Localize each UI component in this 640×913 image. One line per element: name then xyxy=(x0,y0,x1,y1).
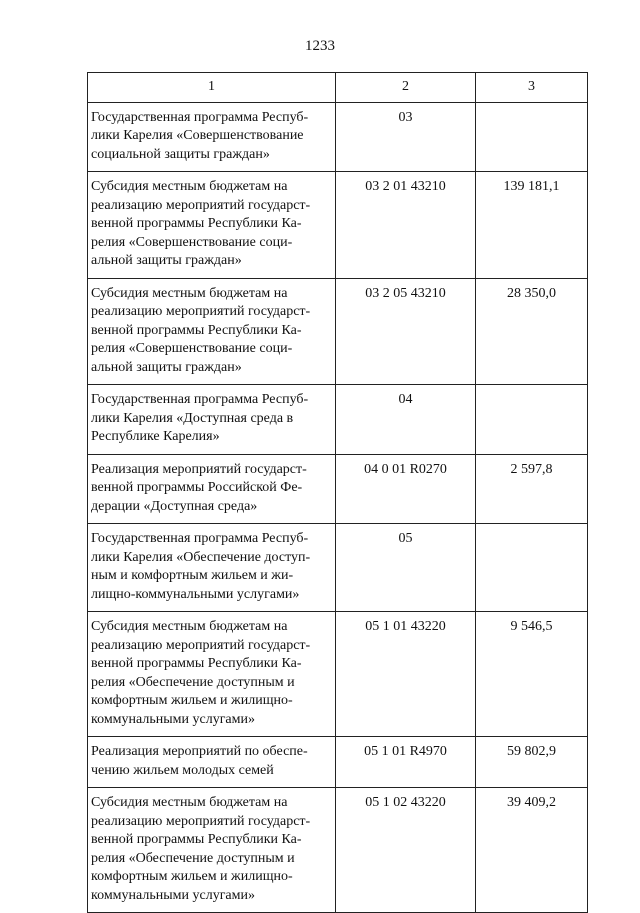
column-header-2: 2 xyxy=(336,73,476,103)
row-name-line: лики Карелия «Доступная среда в xyxy=(91,410,294,426)
row-name-line: Субсидия местным бюджетам на xyxy=(91,795,288,810)
row-name-line: релия «Совершенствование соци- xyxy=(91,234,293,250)
row-name-line: реализацию мероприятий государст- xyxy=(91,304,311,319)
table-row xyxy=(88,737,588,788)
table-header xyxy=(88,73,588,103)
row-name-line: альной защиты граждан» xyxy=(91,359,242,375)
row-code-cell: 04 0 01 R0270 xyxy=(336,454,476,524)
budget-table xyxy=(87,72,588,913)
row-amount-cell: 9 546,5 xyxy=(476,612,588,737)
row-name-line: Реализация мероприятий государст- xyxy=(91,461,307,477)
row-name-line: венной программы Республики Ка- xyxy=(91,656,302,671)
row-amount-cell xyxy=(476,524,588,612)
row-name-line: комфортным жильем и жилищно- xyxy=(91,693,293,708)
column-header-1: 1 xyxy=(88,73,336,103)
row-name-line: Государственная программа Респуб- xyxy=(91,392,309,407)
table-row xyxy=(88,278,588,385)
row-name-line: лики Карелия «Обеспечение доступ- xyxy=(91,549,311,565)
row-name-line: реализацию мероприятий государст- xyxy=(91,813,311,829)
row-amount-cell: 139 181,1 xyxy=(476,172,588,279)
row-amount-cell: 2 597,8 xyxy=(476,454,588,524)
row-name-cell xyxy=(88,102,336,172)
row-name-line: комфортным жильем и жилищно- xyxy=(91,869,293,884)
row-code-cell: 03 2 05 43210 xyxy=(336,278,476,385)
row-name-line: Реализация мероприятий по обеспе- xyxy=(91,744,308,759)
row-name-cell xyxy=(88,454,336,524)
row-code-cell: 05 1 01 R4970 xyxy=(336,737,476,788)
row-name-line: венной программы Республики Ка- xyxy=(91,322,302,338)
row-name-line: Субсидия местным бюджетам на xyxy=(91,285,288,301)
row-amount-cell xyxy=(476,102,588,172)
row-code-cell: 05 1 02 43220 xyxy=(336,788,476,913)
row-name-line: реализацию мероприятий государст- xyxy=(91,197,311,213)
row-name-cell xyxy=(88,172,336,279)
row-name-line: Государственная программа Респуб- xyxy=(91,531,309,546)
row-name-line: венной программы Российской Фе- xyxy=(91,480,303,495)
table-body xyxy=(88,102,588,913)
table-row xyxy=(88,788,588,913)
header-row xyxy=(88,73,588,103)
row-name-line: релия «Обеспечение доступным и xyxy=(91,674,295,690)
row-name-line: Государственная программа Респуб- xyxy=(91,109,309,125)
row-name-line: Субсидия местным бюджетам на xyxy=(91,179,288,194)
table-row xyxy=(88,102,588,172)
table-row xyxy=(88,385,588,455)
row-name-line: альной защиты граждан» xyxy=(91,253,242,268)
row-amount-cell: 39 409,2 xyxy=(476,788,588,913)
row-name-line: лики Карелия «Совершенствование xyxy=(91,128,304,143)
table-row xyxy=(88,524,588,612)
row-name-line: чению жильем молодых семей xyxy=(91,762,274,778)
row-name-cell xyxy=(88,737,336,788)
row-code-cell: 04 xyxy=(336,385,476,455)
column-header-3: 3 xyxy=(476,73,588,103)
row-name-cell xyxy=(88,524,336,612)
row-name-line: коммунальными услугами» xyxy=(91,887,256,903)
row-name-cell xyxy=(88,278,336,385)
table-row xyxy=(88,612,588,737)
row-name-line: ным и комфортным жильем и жи- xyxy=(91,568,294,583)
row-amount-cell: 59 802,9 xyxy=(476,737,588,788)
table-row xyxy=(88,172,588,279)
row-name-line: Субсидия местным бюджетам на xyxy=(91,619,288,634)
row-code-cell: 05 xyxy=(336,524,476,612)
row-code-cell: 03 2 01 43210 xyxy=(336,172,476,279)
row-name-cell xyxy=(88,612,336,737)
row-name-line: дерации «Доступная среда» xyxy=(91,498,258,514)
row-name-line: венной программы Республики Ка- xyxy=(91,832,302,847)
row-code-cell: 05 1 01 43220 xyxy=(336,612,476,737)
row-amount-cell: 28 350,0 xyxy=(476,278,588,385)
row-name-cell xyxy=(88,385,336,455)
row-name-line: коммунальными услугами» xyxy=(91,711,256,727)
row-name-line: релия «Обеспечение доступным и xyxy=(91,850,295,866)
row-name-line: венной программы Республики Ка- xyxy=(91,216,302,231)
table-row xyxy=(88,454,588,524)
row-name-line: лищно-коммунальными услугами» xyxy=(91,586,300,602)
row-name-line: Республике Карелия» xyxy=(91,429,220,444)
row-name-line: социальной защиты граждан» xyxy=(91,146,270,162)
page-number: 1233 xyxy=(305,38,335,54)
row-amount-cell xyxy=(476,385,588,455)
row-name-line: релия «Совершенствование соци- xyxy=(91,341,293,356)
row-code-cell: 03 xyxy=(336,102,476,172)
row-name-cell xyxy=(88,788,336,913)
row-name-line: реализацию мероприятий государст- xyxy=(91,637,311,653)
